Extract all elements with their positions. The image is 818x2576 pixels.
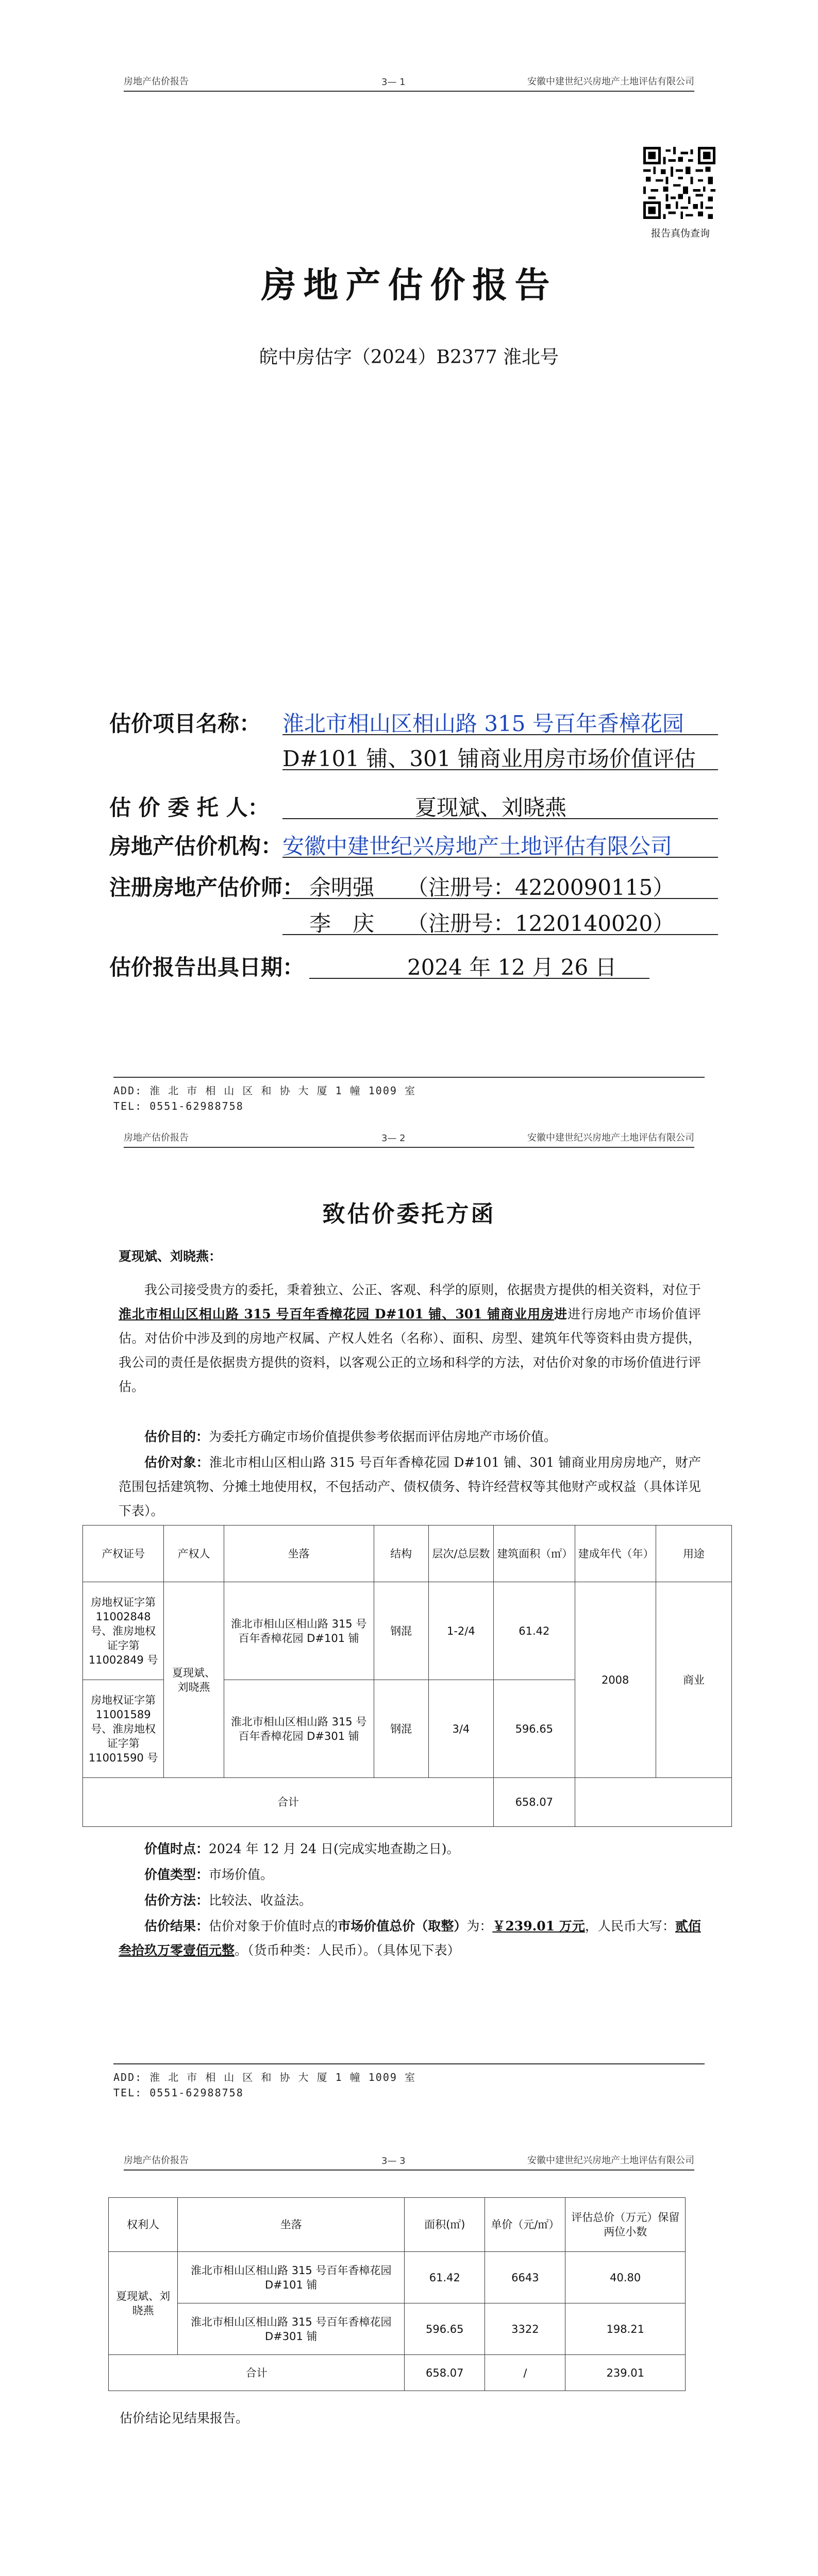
footer-tel: TEL: 0551-62988758 — [113, 2087, 244, 2099]
conclusion-note: 估价结论见结果报告。 — [120, 2411, 249, 2426]
header-company: 安徽中建世纪兴房地产土地评估有限公司 — [527, 76, 694, 87]
project-line-2: D#101 铺、301 铺商业用房市场价值评估 — [282, 746, 696, 771]
valuation-table: 权利人 坐落 面积(㎡) 单价（元/㎡） 评估总价（万元）保留两位小数 夏现斌、刘晓燕 淮北市相山区相山路 315 号百年香樟花园 D#101 铺 61.42 6643 40.80 淮北市相山区相山路 315 号百年香樟花园 D#301 铺 596.65 3322 198.21 合计 658.07 / 239.01 — [108, 2197, 686, 2391]
client-label: 估 价 委 托 人： — [109, 795, 270, 820]
col-header: 建成年代（年） — [575, 1526, 656, 1582]
letter-title: 致估价委托方函 — [322, 1201, 496, 1227]
value-time: 价值时点：2024 年 12 月 24 日(完成实地查勘之日)。 — [144, 1841, 460, 1856]
footer-tel: TEL: 0551-62988758 — [113, 1100, 244, 1112]
appraiser-2: 李 庆 （注册号：1220140020） — [309, 911, 675, 936]
page-footer — [113, 2063, 705, 2100]
date-label: 估价报告出具日期： — [109, 955, 305, 980]
project-line-1: 淮北市相山区相山路 315 号百年香樟花园 — [282, 711, 684, 736]
page-header — [124, 2156, 694, 2171]
header-page-number: 3— 3 — [381, 2156, 406, 2166]
table-row: 房地权证字第 11001589 号、淮房地权证字第 11001590 号 淮北市相山区相山路 315 号百年香樟花园 D#301 铺 钢混 3/4 596.65 — [83, 1680, 732, 1778]
salutation: 夏现斌、刘晓燕： — [119, 1249, 222, 1264]
footer-address: ADD: 淮 北 市 相 山 区 和 协 大 厦 1 幢 1009 室 — [113, 1084, 416, 1097]
header-title: 房地产估价报告 — [124, 1132, 189, 1143]
date-value: 2024 年 12 月 26 日 — [407, 955, 617, 980]
header-company: 安徽中建世纪兴房地产土地评估有限公司 — [527, 2155, 694, 2166]
table-total-row: 合计 658.07 / 239.01 — [109, 2355, 686, 2391]
underline — [282, 857, 718, 858]
table-row: 房地权证字第 11002848 号、淮房地权证字第 11002849 号 夏现斌、刘晓燕 淮北市相山区相山路 315 号百年香樟花园 D#101 铺 钢混 1-2/4 61.42 2008 商业 — [83, 1582, 732, 1680]
project-label: 估价项目名称： — [109, 711, 261, 736]
underline — [282, 769, 718, 770]
qr-caption: 报告真伪查询 — [650, 228, 710, 239]
header-page-number: 3— 1 — [381, 77, 406, 88]
qr-code[interactable] — [643, 147, 715, 219]
col-header: 建筑面积（㎡） — [494, 1526, 575, 1582]
col-header: 层次/总层数 — [428, 1526, 494, 1582]
subject-address: 淮北市相山区相山路 315 号百年香樟花园 D#101 铺、301 铺商业用房 — [119, 1307, 555, 1321]
header-company: 安徽中建世纪兴房地产土地评估有限公司 — [527, 1132, 694, 1143]
page-3 — [0, 2128, 818, 2576]
header-title: 房地产估价报告 — [124, 2155, 189, 2166]
client-value: 夏现斌、刘晓燕 — [415, 795, 567, 820]
col-header: 用途 — [656, 1526, 731, 1582]
table-row: 淮北市相山区相山路 315 号百年香樟花园 D#301 铺 596.65 3322 198.21 — [109, 2303, 686, 2355]
header-title: 房地产估价报告 — [124, 76, 189, 87]
col-header: 产权证号 — [83, 1526, 164, 1582]
page-header — [124, 77, 694, 92]
underline — [309, 978, 649, 979]
col-header: 产权人 — [164, 1526, 224, 1582]
page-1 — [0, 0, 818, 1133]
agency-value: 安徽中建世纪兴房地产土地评估有限公司 — [282, 834, 673, 859]
col-header: 坐落 — [224, 1526, 374, 1582]
underline — [282, 898, 718, 899]
agency-label: 房地产估价机构： — [109, 834, 283, 859]
appraiser-1: 余明强 （注册号：4220090115） — [309, 875, 675, 900]
header-page-number: 3— 2 — [381, 1133, 406, 1144]
underline — [282, 934, 718, 935]
document-number: 皖中房估字（2024）B2377 淮北号 — [259, 347, 559, 368]
underline — [282, 818, 718, 819]
valuation-method: 估价方法：比较法、收益法。 — [144, 1893, 312, 1908]
appraiser-label: 注册房地产估价师： — [109, 875, 305, 900]
object-paragraph: 估价对象：淮北市相山区相山路 315 号百年香樟花园 D#101 铺、301 铺商业用房房地产，财产范围包括建筑物、分摊土地使用权，不包括动产、债权债务、特许经营权等其他财产或权益（具体详见下表）。 — [119, 1455, 701, 1518]
underline — [282, 734, 718, 735]
page-header — [124, 1133, 694, 1148]
page-2 — [0, 1128, 818, 2169]
intro-paragraph: 我公司接受贵方的委托，秉着独立、公正、客观、科学的原则，依据贵方提供的相关资料，对位于淮北市相山区相山路 315 号百年香樟花园 D#101 铺、301 铺商业用房进进行房地产市场价值评估。对估价中涉及到的房地产权属、产权人姓名（名称）、面积、房型、建筑年代等资料由贵方提供，我公司的责任是依据贵方提供的资料，以客观公正的立场和科学的方法，对估价对象的市场价值进行评估。 — [119, 1282, 701, 1394]
valuation-result: 估价结果：估价对象于价值时点的市场价值总价（取整）为：￥239.01 万元，人民币大写：贰佰叁拾玖万零壹佰元整。（货币种类：人民币）。（具体见下表） — [119, 1919, 701, 1958]
page-footer — [113, 1077, 705, 1114]
footer-address: ADD: 淮 北 市 相 山 区 和 协 大 厦 1 幢 1009 室 — [113, 2071, 416, 2083]
report-title: 房地产估价报告 — [261, 265, 557, 306]
value-type: 价值类型：市场价值。 — [144, 1867, 274, 1882]
property-table — [82, 1525, 732, 1827]
col-header: 结构 — [374, 1526, 428, 1582]
table-total-row: 合计 658.07 — [83, 1778, 732, 1827]
purpose-paragraph: 估价目的：为委托方确定市场价值提供参考依据而评估房地产市场价值。 — [144, 1429, 557, 1444]
table-row: 夏现斌、刘晓燕 淮北市相山区相山路 315 号百年香樟花园 D#101 铺 61.42 6643 40.80 — [109, 2252, 686, 2303]
